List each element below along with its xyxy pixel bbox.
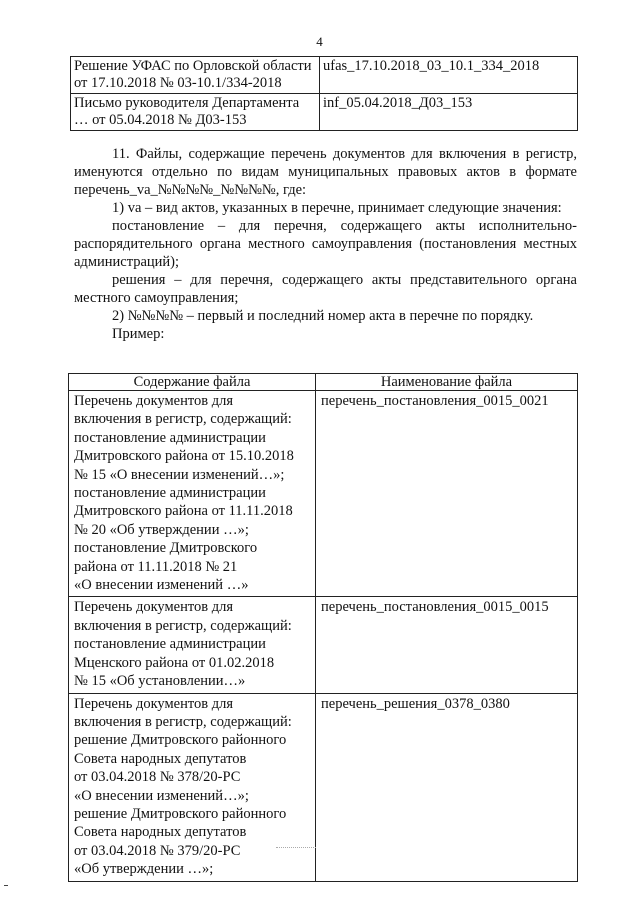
content-line: Совета народных депутатов (74, 824, 247, 841)
content-line: Перечень документов для (74, 393, 234, 409)
scan-smudge (276, 847, 316, 851)
document-cell (71, 57, 320, 94)
content-cell (69, 391, 316, 597)
file-name-cell: перечень_постановления_0015_0015 (316, 597, 578, 693)
table-row (69, 693, 578, 881)
content-line: постановление Дмитровского (74, 540, 258, 557)
content-line: «О внесении изменений…»; (74, 787, 249, 804)
page-number: 4 (316, 34, 323, 49)
content-line: Перечень документов для (74, 695, 234, 712)
file-name-cell: перечень_постановления_0015_0021 (316, 391, 578, 597)
content-line: Совета народных депутатов (74, 750, 247, 767)
paragraph-item-1: 1) va – вид актов, указанных в перечне, принимает следующие значения: (112, 200, 562, 216)
content-line: Перечень документов для (74, 599, 234, 616)
file-name-cell: inf_05.04.2018_Д03_153 (320, 94, 578, 131)
paragraph-item-1-reshenie: решения – для перечня, содержащего акты представительного органа местного самоуправления; (74, 272, 577, 306)
document-cell (71, 94, 320, 131)
content-line: от 03.04.2018 № 379/20-РС (74, 842, 241, 859)
content-cell (69, 597, 316, 693)
file-name-cell: перечень_решения_0378_0380 (316, 693, 578, 881)
scan-mark (4, 885, 8, 886)
content-line: района от 11.11.2018 № 21 (74, 558, 238, 575)
content-line: от 03.04.2018 № 378/20-РС (74, 769, 241, 786)
content-line: № 15 «Об установлении…» (74, 673, 246, 690)
content-line: решение Дмитровского районного (74, 732, 287, 749)
content-line: «О внесении изменений …» (74, 577, 249, 594)
content-line: включения в регистр, содержащий: (74, 411, 292, 428)
example-label: Пример: (112, 326, 165, 342)
paragraph-11: 11. Файлы, содержащие перечень документов для включения в регистр, именуются отдельно по видам муниципальных правовых актов в формате перечень_va_№№№№_№№№№, где: (74, 146, 577, 198)
document-line: Письмо руководителя Департамента (74, 95, 300, 111)
content-line: Дмитровского района от 15.10.2018 (74, 448, 294, 465)
content-line: «Об утверждении …»; (74, 861, 214, 878)
example-table (68, 373, 578, 882)
content-line: решение Дмитровского районного (74, 805, 287, 822)
document-line: Решение УФАС по Орловской области (74, 58, 312, 74)
content-line: постановление администрации (74, 429, 266, 446)
document-line: … от 05.04.2018 № Д03-153 (74, 112, 247, 128)
content-line: Мценского района от 01.02.2018 (74, 654, 275, 671)
reference-table (70, 56, 578, 131)
content-line: № 20 «Об утверждении …»; (74, 521, 249, 538)
table-row (71, 57, 578, 94)
document-line: от 17.10.2018 № 03-10.1/334-2018 (74, 75, 282, 91)
content-cell (69, 693, 316, 881)
column-header-filename: Наименование файла (316, 374, 578, 391)
file-name-cell: ufas_17.10.2018_03_10.1_334_2018 (320, 57, 578, 94)
table-row (69, 391, 578, 597)
table-row (69, 597, 578, 693)
paragraph-item-1-postanovlenie: постановление – для перечня, содержащего акты исполнительно-распорядительного органа местного самоуправления (постановления местных администраций); (74, 218, 577, 270)
paragraph-item-2: 2) №№№№ – первый и последний номер акта в перечне по порядку. (112, 308, 534, 324)
table-header-row (69, 374, 578, 391)
content-line: Дмитровского района от 11.11.2018 (74, 503, 293, 520)
content-line: постановление администрации (74, 636, 266, 653)
column-header-content: Содержание файла (69, 374, 316, 391)
body-text (74, 145, 577, 343)
table-row (71, 94, 578, 131)
content-line: включения в регистр, содержащий: (74, 617, 292, 634)
content-line: постановление администрации (74, 485, 266, 502)
content-line: включения в регистр, содержащий: (74, 713, 292, 730)
content-line: № 15 «О внесении изменений…»; (74, 466, 285, 483)
